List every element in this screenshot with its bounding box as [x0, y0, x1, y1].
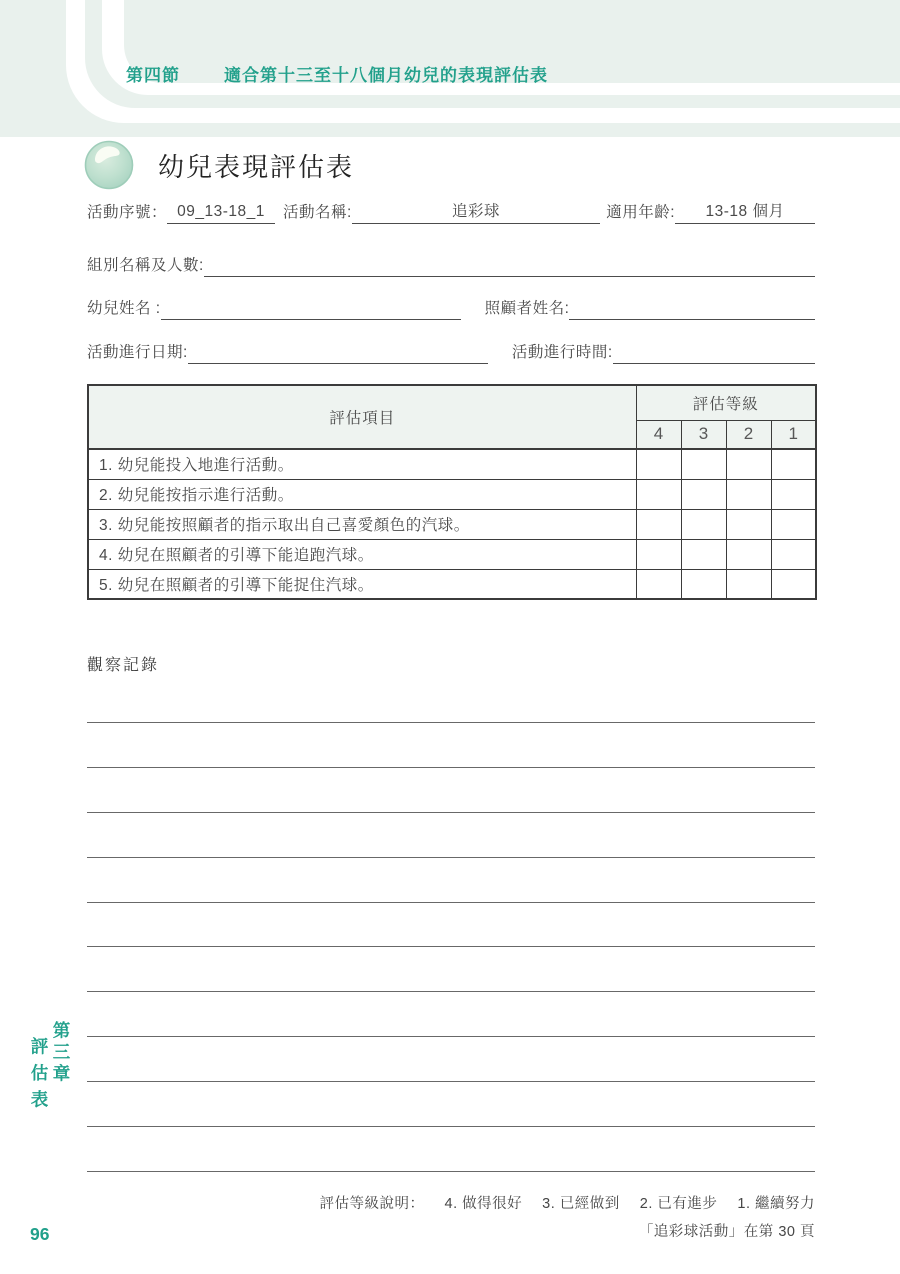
child-name-label: 幼兒姓名 :	[87, 300, 161, 317]
caregiver-label: 照顧者姓名:	[484, 300, 570, 317]
grade-cell-4-4	[636, 539, 681, 569]
grade-column-1: 1	[771, 420, 816, 449]
grade-column-4: 4	[636, 420, 681, 449]
grade-cell-5-3	[681, 569, 726, 599]
ruled-line	[87, 1036, 815, 1037]
assessment-table-body	[88, 449, 816, 599]
assessment-item-5: 5. 幼兒在照顧者的引導下能捉住汽球。	[88, 569, 636, 599]
table-row	[88, 449, 816, 479]
grade-column-3: 3	[681, 420, 726, 449]
item-column-header: 評估項目	[88, 385, 636, 449]
page-title-row	[84, 140, 354, 190]
grade-cell-5-2	[726, 569, 771, 599]
grade-legend-items	[425, 1196, 816, 1212]
page-title: 幼兒表現評估表	[158, 151, 355, 182]
group-label: 組別名稱及人數:	[87, 257, 204, 274]
group-field	[204, 257, 815, 277]
ruled-line	[87, 857, 815, 858]
date-label: 活動進行日期:	[87, 344, 188, 361]
grade-cell-1-1	[771, 449, 816, 479]
ruled-line	[87, 902, 815, 903]
bubble-icon	[84, 140, 134, 190]
grade-column-header: 評估等級	[636, 385, 816, 420]
section-title: 適合第十三至十八個月幼兒的表現評估表	[224, 66, 548, 85]
time-label: 活動進行時間:	[511, 344, 613, 361]
legend-item: 3. 已經做到	[542, 1196, 620, 1212]
sidebar-chapter-tab	[28, 1021, 72, 1117]
grade-cell-1-2	[726, 449, 771, 479]
activity-no-label: 活動序號：	[87, 204, 168, 221]
table-row	[88, 479, 816, 509]
assessment-item-1: 1. 幼兒能投入地進行活動。	[88, 449, 636, 479]
time-field	[613, 344, 815, 364]
date-field	[188, 344, 488, 364]
caregiver-field	[569, 300, 815, 320]
grade-cell-2-3	[681, 479, 726, 509]
grade-cell-3-2	[726, 509, 771, 539]
assessment-table	[87, 384, 817, 600]
form-row-group	[87, 253, 815, 277]
grade-cell-4-2	[726, 539, 771, 569]
table-row	[88, 569, 816, 599]
assessment-item-4: 4. 幼兒在照顧者的引導下能追跑汽球。	[88, 539, 636, 569]
page-number: 96	[30, 1224, 50, 1244]
ruled-line	[87, 767, 815, 768]
grade-cell-5-1	[771, 569, 816, 599]
grade-cell-2-1	[771, 479, 816, 509]
reference-note: 「追彩球活動」在第 30 頁	[638, 1224, 815, 1240]
grade-cell-4-1	[771, 539, 816, 569]
grade-cell-1-3	[681, 449, 726, 479]
ruled-line	[87, 1171, 815, 1172]
grade-cell-3-1	[771, 509, 816, 539]
ruled-line	[87, 722, 815, 723]
section-heading	[126, 61, 548, 86]
ruled-line	[87, 991, 815, 992]
observation-lines	[87, 722, 815, 1216]
ruled-line	[87, 812, 815, 813]
table-header-row	[88, 385, 816, 420]
ruled-line	[87, 1081, 815, 1082]
child-name-field	[161, 300, 461, 320]
grade-cell-2-2	[726, 479, 771, 509]
legend-item: 2. 已有進步	[639, 1196, 718, 1212]
grade-legend	[320, 1192, 816, 1213]
legend-item: 4. 做得很好	[444, 1196, 523, 1212]
assessment-item-2: 2. 幼兒能按指示進行活動。	[88, 479, 636, 509]
grade-cell-4-3	[681, 539, 726, 569]
page-header-band	[0, 0, 900, 137]
sidebar-title-text: 評估表	[29, 1037, 49, 1117]
grade-cell-3-4	[636, 509, 681, 539]
ruled-line	[87, 946, 815, 947]
age-field: 13-18 個月	[675, 199, 815, 224]
legend-item: 1. 繼續努力	[737, 1196, 815, 1212]
form-row-datetime	[87, 340, 815, 364]
form-row-names	[87, 296, 815, 320]
ruled-line	[87, 1126, 815, 1127]
activity-no-field: 09_13-18_1	[167, 203, 275, 224]
grade-cell-1-4	[636, 449, 681, 479]
assessment-item-3: 3. 幼兒能按照顧者的指示取出自己喜愛顏色的汽球。	[88, 509, 636, 539]
section-label: 第四節	[126, 66, 180, 85]
table-row	[88, 539, 816, 569]
table-row	[88, 509, 816, 539]
form-row-activity	[87, 199, 815, 224]
sidebar-chapter-text: 第三章	[51, 1021, 71, 1086]
grade-cell-5-4	[636, 569, 681, 599]
activity-name-field: 追彩球	[352, 199, 600, 224]
activity-name-label: 活動名稱:	[283, 204, 352, 221]
grade-cell-3-3	[681, 509, 726, 539]
grade-cell-2-4	[636, 479, 681, 509]
age-label: 適用年齡:	[606, 204, 675, 221]
grade-legend-label: 評估等級說明：	[319, 1196, 425, 1212]
grade-column-2: 2	[726, 420, 771, 449]
observation-label: 觀察記錄	[87, 657, 160, 674]
